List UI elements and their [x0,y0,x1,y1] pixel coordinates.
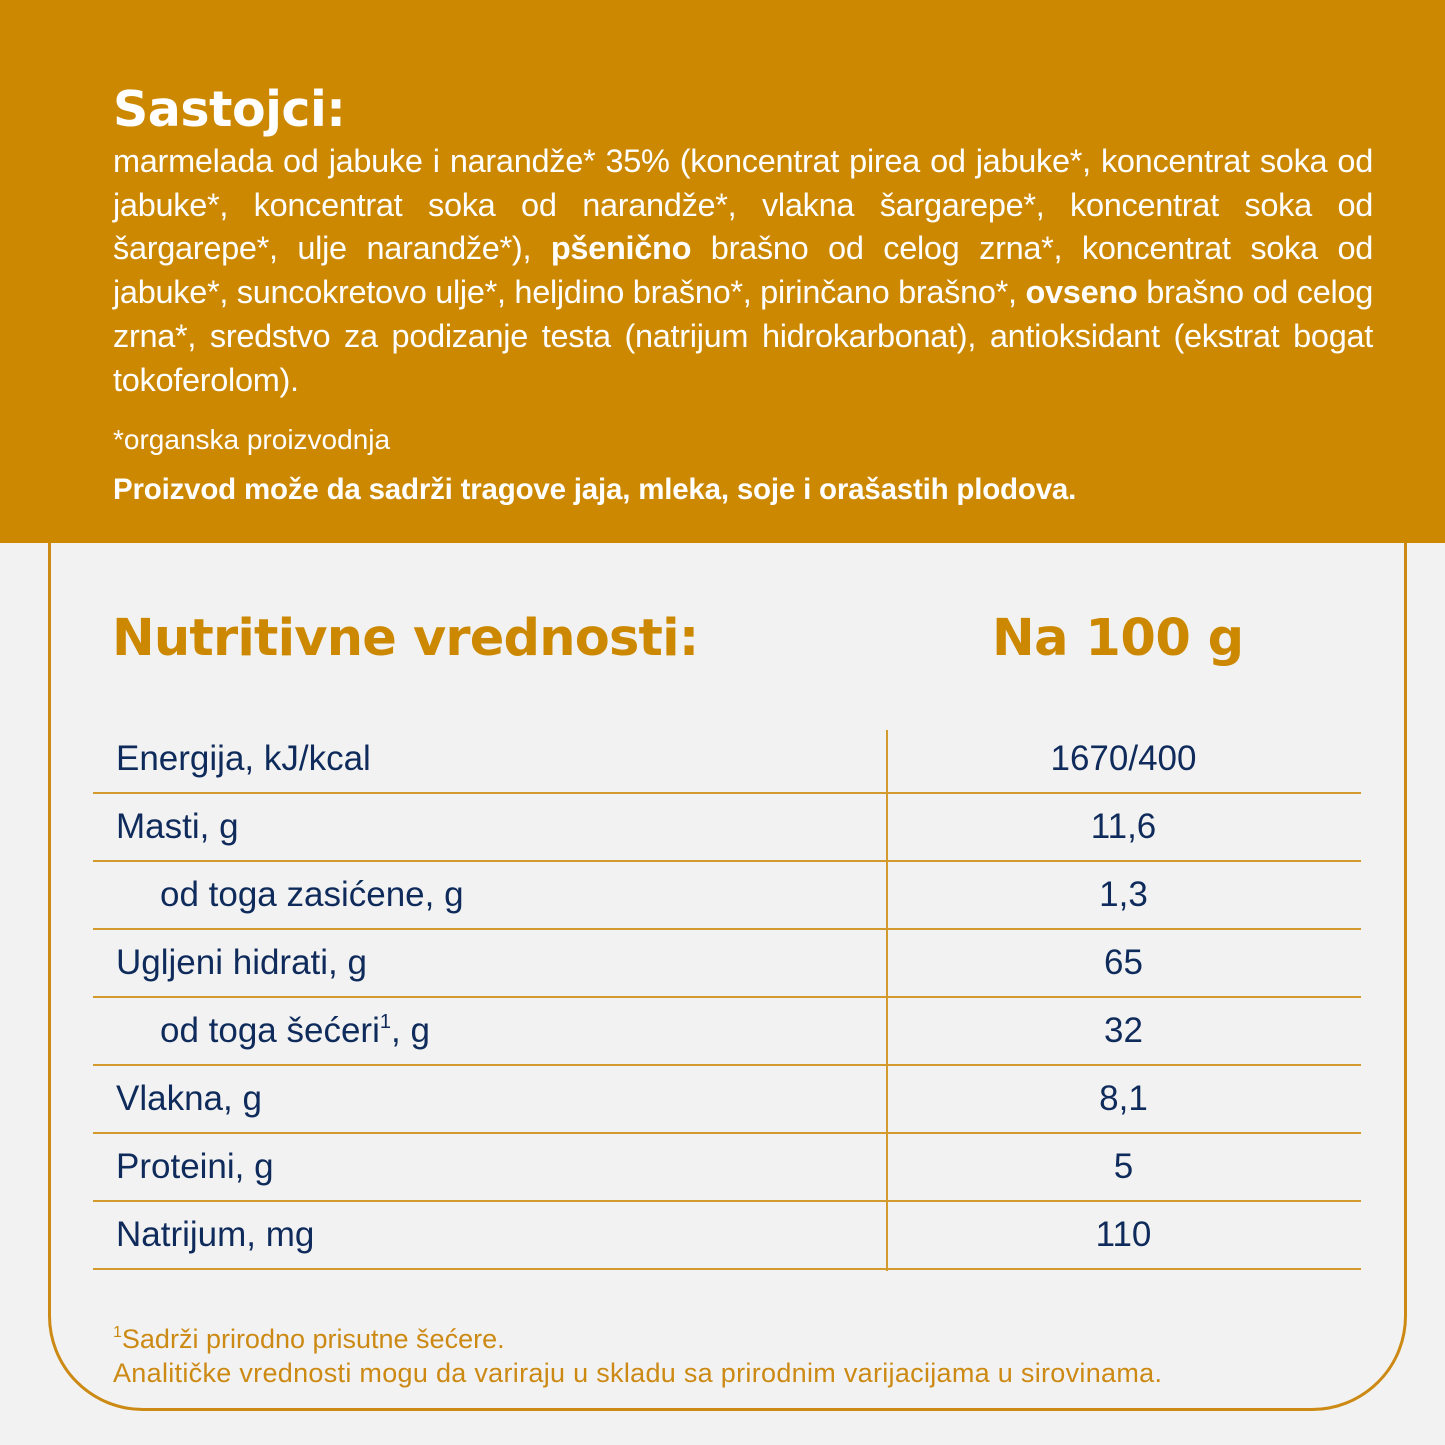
footnote-marker: 1 [113,1324,122,1341]
nutrient-value: 5 [1113,1147,1134,1186]
ingredients-segment: brašno od celog zrna*, sredstvo za podizanje testa (natrijum hidrokarbonat), antioksidant (ekstrat bogat tokoferolom). [113,274,1373,398]
table-row [93,1066,1361,1134]
nutrient-label-text: od toga šećeri [160,1011,380,1050]
nutrient-value: 110 [1095,1215,1152,1254]
ingredients-panel [0,0,1445,543]
nutrient-label [93,998,886,1064]
footnote-sugar [113,1322,505,1356]
ingredients-allergen-oat: ovseno [1025,274,1138,311]
nutrient-value: 32 [1104,1011,1143,1050]
nutrient-label [93,1066,886,1132]
nutrient-label-text: Vlakna, g [116,1079,262,1118]
nutrient-label-text: Energija, kJ/kcal [116,739,371,778]
footnote-sugar-text: Sadrži prirodno prisutne šećere. [121,1324,505,1354]
nutrient-label [93,1202,886,1268]
table-row [93,794,1361,862]
ingredients-title: Sastojci: [113,81,346,138]
nutrient-label-text: od toga zasićene, g [160,875,464,914]
table-row [93,862,1361,930]
nutrient-label [93,794,886,860]
ingredients-allergen-wheat: pšenično [550,230,692,267]
nutrient-label [93,862,886,928]
ingredients-segment: brašno od celog zrna*, koncentrat soka od jabuke*, suncokretovo ulje*, heljdino brašno*, pirinčano brašno*, [113,230,1373,311]
table-row [93,998,1361,1066]
table-row [93,930,1361,998]
ingredients-text [113,140,1373,402]
nutrient-label [93,930,886,996]
nutrition-per-label: Na 100 g [992,609,1244,668]
nutrient-label-text: Ugljeni hidrati, g [116,943,367,982]
nutrient-value: 11,6 [1090,807,1157,846]
nutrient-value: 1670/400 [1050,739,1197,778]
nutrient-value: 65 [1104,943,1143,982]
nutrient-label-unit: , g [391,1011,430,1050]
table-row [93,1202,1361,1270]
nutrition-title: Nutritivne vrednosti: [112,609,699,668]
table-row [93,1134,1361,1202]
nutrient-label [93,1134,886,1200]
footnote-analytic: Analitičke vrednosti mogu da variraju u skladu sa prirodnim varijacijama u sirovinama. [113,1358,1163,1388]
nutrient-value: 8,1 [1099,1079,1148,1118]
organic-note: *organska proizvodnja [113,424,391,455]
ingredients-segment: marmelada od jabuke i narandže* 35% (koncentrat pirea od jabuke*, koncentrat soka od jabuke*, koncentrat soka od narandže*, vlakna šargarepe*, koncentrat soka od šargarepe*, ulje narandže*), [113,143,1373,267]
nutrient-label-text: Masti, g [116,807,239,846]
nutrient-label-text: Proteini, g [116,1147,274,1186]
footnote-marker: 1 [379,1011,391,1033]
table-row [93,726,1361,794]
nutrient-label-text: Natrijum, mg [116,1215,315,1254]
nutrient-value: 1,3 [1099,875,1148,914]
nutrition-table [93,726,1361,1270]
nutrient-label [93,726,886,792]
allergen-warning: Proizvod može da sadrži tragove jaja, mleka, soje i orašastih plodova. [113,473,1077,506]
